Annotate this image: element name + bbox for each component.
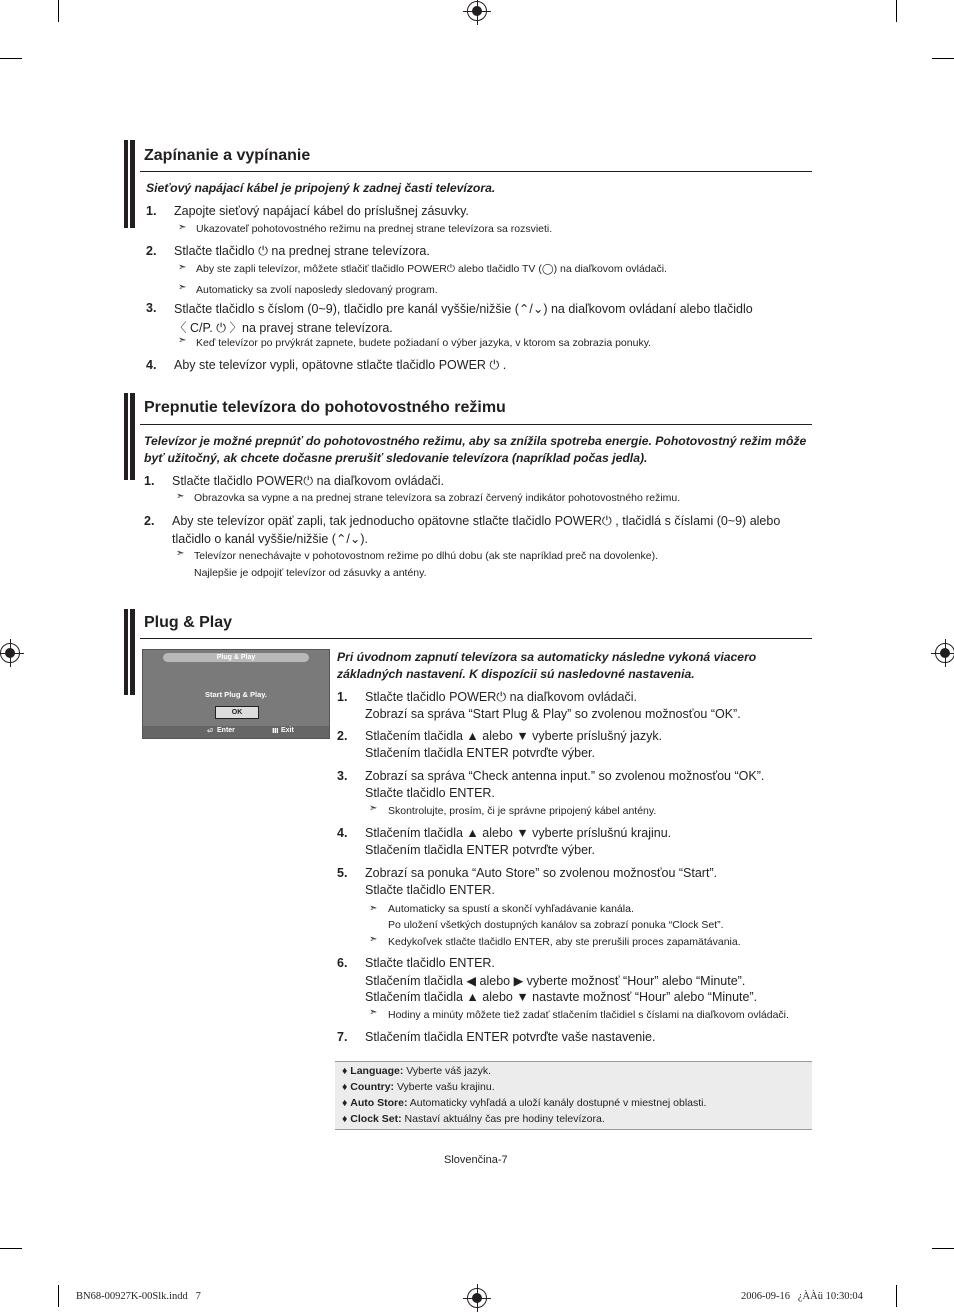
tv-screen-message: Start Plug & Play.	[205, 690, 267, 699]
section-rule	[140, 171, 812, 172]
step-text: Aby ste televízor opäť zapli, tak jednoducho opätovne stlačte tlačidlo POWER⏻ , tlačidlá s číslami (0~9) alebo	[172, 514, 781, 528]
registration-mark-left	[0, 643, 20, 663]
tv-ok-button: OK	[215, 706, 259, 719]
note-arrow-icon: ➣	[369, 803, 378, 814]
step-number: 5.	[337, 866, 348, 880]
step-number: 4.	[337, 826, 348, 840]
section-rule	[140, 424, 812, 425]
section-marker	[124, 393, 135, 480]
step-text: 〈 C/P. ⏻ 〉na pravej strane televízora.	[174, 321, 393, 335]
summary-term: Auto Store:	[350, 1097, 408, 1109]
settings-summary-box	[335, 1061, 812, 1130]
step-text: Zobrazí sa správa “Start Plug & Play” so zvolenou možnosťou “OK”.	[365, 707, 741, 721]
note-arrow-icon: ➣	[369, 903, 378, 914]
step-text: Stlačte tlačidlo s číslom (0~9), tlačidlo pre kanál vyššie/nižšie (⌃/⌄) na diaľkovom ovládaní alebo tlačidlo	[174, 302, 753, 316]
step-note: Aby ste zapli televízor, môžete stlačiť tlačidlo POWER⏻ alebo tlačidlo TV (◯) na diaľkovom ovládači.	[196, 263, 667, 275]
step-note: Hodiny a minúty môžete tiež zadať stlačením tlačidiel s číslami na diaľkovom ovládači.	[388, 1009, 789, 1021]
summary-desc: Vyberte váš jazyk.	[403, 1065, 492, 1077]
tv-screen-title: Plug & Play	[163, 653, 309, 662]
step-text: Stlačením tlačidla ENTER potvrďte výber.	[365, 746, 595, 760]
step-text: Stlačte tlačidlo POWER⏻ na diaľkovom ovládači.	[172, 474, 444, 488]
summary-item: ♦ Language: Vyberte váš jazyk.	[342, 1065, 492, 1077]
registration-mark-bottom	[467, 1288, 487, 1308]
step-text: Zobrazí sa ponuka “Auto Store” so zvolenou možnosťou “Start”.	[365, 866, 718, 880]
tv-screen-image	[142, 649, 330, 739]
slug-right: 2006-09-16 ¿ÀÀü 10:30:04	[741, 1291, 863, 1302]
note-arrow-icon: ➣	[178, 262, 187, 273]
note-arrow-icon: ➣	[178, 335, 187, 346]
section-intro: základných nastavení. K dispozícii sú nasledovné nastavenia.	[337, 667, 695, 681]
note-arrow-icon: ➣	[176, 548, 185, 559]
summary-term: Country:	[350, 1081, 395, 1093]
note-arrow-icon: ➣	[178, 222, 187, 233]
summary-item: ♦ Country: Vyberte vašu krajinu.	[342, 1081, 495, 1093]
step-text: Stlačte tlačidlo ENTER.	[365, 786, 495, 800]
section-intro: Sieťový napájací kábel je pripojený k zadnej časti televízora.	[146, 181, 496, 195]
section-intro: byť užitočný, ak chcete dočasne prerušiť sledovanie televízora (napríklad počas jedla).	[144, 451, 648, 465]
registration-mark-right	[935, 643, 954, 663]
section-rule	[140, 638, 812, 639]
summary-term: Clock Set:	[350, 1113, 402, 1125]
section-title: Zapínanie a vypínanie	[144, 147, 311, 164]
step-number: 2.	[337, 729, 348, 743]
note-arrow-icon: ➣	[369, 934, 378, 945]
note-arrow-icon: ➣	[176, 491, 185, 502]
summary-desc: Nastaví aktuálny čas pre hodiny televízora.	[401, 1113, 605, 1125]
step-note: Automaticky sa spustí a skončí vyhľadávanie kanála.	[388, 903, 634, 915]
section-marker	[124, 609, 135, 695]
section-title: Prepnutie televízora do pohotovostného režimu	[144, 399, 506, 416]
step-text: Stlačte tlačidlo POWER⏻ na diaľkovom ovládači.	[365, 690, 637, 704]
step-text: Zobrazí sa správa “Check antenna input.” so zvolenou možnosťou “OK”.	[365, 769, 765, 783]
step-note: Ukazovateľ pohotovostného režimu na prednej strane televízora sa rozsvieti.	[196, 223, 553, 235]
step-text: Stlačte tlačidlo ENTER.	[365, 956, 495, 970]
section-marker	[124, 140, 135, 228]
slug-left: BN68-00927K-00Slk.indd 7	[76, 1291, 201, 1302]
step-number: 3.	[146, 301, 157, 315]
tv-exit-label: Exit	[281, 727, 294, 734]
step-number: 1.	[146, 204, 157, 218]
step-note: Po uložení všetkých dostupných kanálov sa zobrazí ponuka “Clock Set”.	[388, 919, 724, 931]
step-text: Stlačením tlačidla ◀ alebo ▶ vyberte možnosť “Hour” alebo “Minute”.	[365, 974, 746, 988]
step-number: 1.	[337, 690, 348, 704]
step-note: Automaticky sa zvolí naposledy sledovaný program.	[196, 284, 438, 296]
section-title: Plug & Play	[144, 614, 233, 631]
page-number: Slovenčina-7	[444, 1154, 508, 1166]
step-text: Stlačte tlačidlo ENTER.	[365, 883, 495, 897]
step-text: Stlačením tlačidla ENTER potvrďte vaše nastavenie.	[365, 1030, 656, 1044]
summary-desc: Vyberte vašu krajinu.	[394, 1081, 495, 1093]
step-text: Stlačením tlačidla ▲ alebo ▼ vyberte príslušnú krajinu.	[365, 826, 672, 840]
exit-icon: Ⅲ	[272, 728, 279, 735]
step-text: Stlačením tlačidla ▲ alebo ▼ vyberte príslušný jazyk.	[365, 729, 663, 743]
note-arrow-icon: ➣	[178, 282, 187, 293]
tv-screen-footer	[143, 726, 329, 738]
step-note: Keď televízor po prvýkrát zapnete, budete požiadaní o výber jazyka, v ktorom sa zobrazia ponuky.	[196, 337, 652, 349]
step-number: 7.	[337, 1030, 348, 1044]
note-arrow-icon: ➣	[369, 1007, 378, 1018]
step-text: Aby ste televízor vypli, opätovne stlačte tlačidlo POWER ⏻ .	[174, 358, 507, 372]
step-note: Obrazovka sa vypne a na prednej strane televízora sa zobrazí červený indikátor pohotovostného režimu.	[194, 492, 681, 504]
step-note: Kedykoľvek stlačte tlačidlo ENTER, aby ste prerušili proces zapamätávania.	[388, 936, 741, 948]
step-note: Televízor nenechávajte v pohotovostnom režime po dlhú dobu (ak ste napríklad preč na dovolenke).	[194, 550, 659, 562]
registration-mark-top	[467, 1, 487, 21]
step-note: Skontrolujte, prosím, či je správne pripojený kábel antény.	[388, 805, 657, 817]
section-intro: Televízor je možné prepnúť do pohotovostného režimu, aby sa znížila spotreba energie. Pohotovostný režim môže	[144, 434, 807, 448]
step-number: 2.	[146, 244, 157, 258]
step-text: Stlačte tlačidlo ⏻ na prednej strane televízora.	[174, 244, 430, 258]
summary-desc: Automaticky vyhľadá a uloží kanály dostupné v miestnej oblasti.	[407, 1097, 707, 1109]
step-number: 1.	[144, 474, 155, 488]
step-number: 6.	[337, 956, 348, 970]
step-text: tlačidlo o kanál vyššie/nižšie (⌃/⌄).	[172, 532, 369, 546]
step-note: Najlepšie je odpojiť televízor od zásuvky a antény.	[194, 567, 427, 579]
step-number: 4.	[146, 358, 157, 372]
step-number: 3.	[337, 769, 348, 783]
step-text: Stlačením tlačidla ▲ alebo ▼ nastavte možnosť “Hour” alebo “Minute”.	[365, 990, 758, 1004]
summary-item: ♦ Clock Set: Nastaví aktuálny čas pre hodiny televízora.	[342, 1113, 605, 1125]
summary-item: ♦ Auto Store: Automaticky vyhľadá a uloží kanály dostupné v miestnej oblasti.	[342, 1097, 707, 1109]
section-intro: Pri úvodnom zapnutí televízora sa automaticky následne vykoná viacero	[337, 650, 757, 664]
tv-enter-label: Enter	[217, 727, 235, 734]
enter-icon: ⏎	[207, 728, 213, 735]
summary-term: Language:	[350, 1065, 404, 1077]
step-text: Zapojte sieťový napájací kábel do príslušnej zásuvky.	[174, 204, 469, 218]
step-text: Stlačením tlačidla ENTER potvrďte výber.	[365, 843, 595, 857]
step-number: 2.	[144, 514, 155, 528]
